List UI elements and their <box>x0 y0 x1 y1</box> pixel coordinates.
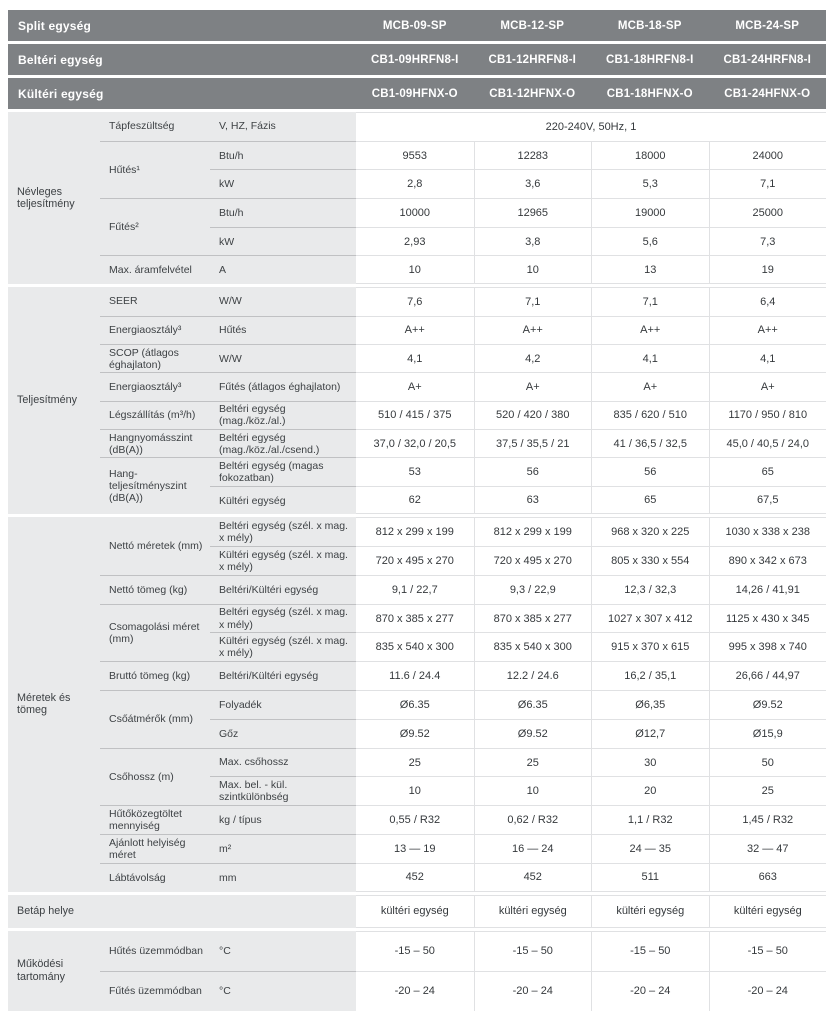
model-name: MCB-18-SP <box>617 19 682 32</box>
spec-value: 41 / 36,5 / 32,5 <box>591 429 709 457</box>
header-row-title: Kültéri egység <box>18 86 104 101</box>
spec-value: 12283 <box>474 141 592 170</box>
unit-label: kg / típus <box>210 805 356 834</box>
spec-value: 4,1 <box>591 344 709 372</box>
spec-value: A+ <box>709 372 827 400</box>
section-title: Teljesítmény <box>8 287 100 514</box>
spec-value: 720 x 495 x 270 <box>356 546 474 575</box>
header-row-split <box>8 10 826 41</box>
spec-value: 915 x 370 x 615 <box>591 632 709 661</box>
property-label: Hűtés üzemmódban <box>100 931 210 971</box>
header-row-outdoor <box>8 78 826 109</box>
property-label: SEER <box>100 287 210 315</box>
spec-value: 870 x 385 x 277 <box>474 604 592 633</box>
spec-value: 30 <box>591 748 709 777</box>
spec-value: 1125 x 430 x 345 <box>709 604 827 633</box>
unit-label: Hűtés <box>210 316 356 344</box>
property-label: SCOP (átlagos éghajlaton) <box>100 344 210 372</box>
spec-value: 53 <box>356 457 474 485</box>
spec-value: 25 <box>356 748 474 777</box>
section-teljesitmeny <box>8 287 826 514</box>
model-name: CB1-12HRFN8-I <box>488 53 577 66</box>
unit-label: mm <box>210 863 356 892</box>
property-label: Csomagolási méret (mm) <box>100 604 210 662</box>
spec-value: 63 <box>474 486 592 514</box>
spec-value: Ø6,35 <box>591 690 709 719</box>
spec-value: 10 <box>356 255 474 284</box>
spec-value: 3,8 <box>474 227 592 256</box>
unit-label: W/W <box>210 344 356 372</box>
unit-label: Fűtés (átlagos éghajlaton) <box>210 372 356 400</box>
property-label: Max. áramfelvétel <box>100 255 210 284</box>
spec-value: 25000 <box>709 198 827 227</box>
spec-value: Ø9.52 <box>356 719 474 748</box>
spec-value: 16 — 24 <box>474 834 592 863</box>
spec-value: 12.2 / 24.6 <box>474 661 592 690</box>
property-label: Lábtávolság <box>100 863 210 892</box>
spec-value: 4,2 <box>474 344 592 372</box>
spec-value: 3,6 <box>474 169 592 198</box>
property-label: Légszállítás (m³/h) <box>100 401 210 429</box>
spec-value: 7,6 <box>356 287 474 315</box>
unit-label: Kültéri egység <box>210 486 356 514</box>
model-name: MCB-09-SP <box>382 19 447 32</box>
property-label: Energiaosztály³ <box>100 316 210 344</box>
property-label: Bruttó tömeg (kg) <box>100 661 210 690</box>
spec-value: 20 <box>591 776 709 805</box>
spec-value: 452 <box>474 863 592 892</box>
model-name: CB1-18HRFN8-I <box>605 53 694 66</box>
spec-value: 7,3 <box>709 227 827 256</box>
spec-value: 220-240V, 50Hz, 1 <box>356 112 826 141</box>
spec-value: 890 x 342 x 673 <box>709 546 827 575</box>
unit-label: Beltéri egység (mag./köz./al./csend.) <box>210 429 356 457</box>
spec-value: 26,66 / 44,97 <box>709 661 827 690</box>
unit-label: Btu/h <box>210 198 356 227</box>
unit-label: Beltéri egység (szél. x mag. x mély) <box>210 604 356 633</box>
unit-label: Max. bel. - kül. szintkülönbség <box>210 776 356 805</box>
unit-label: V, HZ, Fázis <box>210 112 356 141</box>
unit-label: Kültéri egység (szél. x mag. x mély) <box>210 632 356 661</box>
spec-value: 1,1 / R32 <box>591 805 709 834</box>
section-title: Betáp helye <box>8 895 356 928</box>
spec-value: kültéri egység <box>591 895 709 928</box>
spec-value: 835 x 540 x 300 <box>356 632 474 661</box>
spec-value: 10 <box>356 776 474 805</box>
model-row <box>356 10 826 41</box>
property-label: Hűtés¹ <box>100 141 210 198</box>
spec-value: Ø12,7 <box>591 719 709 748</box>
model-name: CB1-18HFNX-O <box>606 87 693 100</box>
spec-value: 995 x 398 x 740 <box>709 632 827 661</box>
spec-value: A++ <box>356 316 474 344</box>
spec-value: 11.6 / 24.4 <box>356 661 474 690</box>
spec-value: 968 x 320 x 225 <box>591 517 709 546</box>
spec-value: 1,45 / R32 <box>709 805 827 834</box>
spec-value: 1170 / 950 / 810 <box>709 401 827 429</box>
unit-label: Beltéri egység (szél. x mag. x mély) <box>210 517 356 546</box>
spec-value: 10000 <box>356 198 474 227</box>
header-row-indoor <box>8 44 826 75</box>
spec-value: -20 – 24 <box>474 971 592 1011</box>
spec-value: 12965 <box>474 198 592 227</box>
spec-value: 56 <box>474 457 592 485</box>
spec-value: 25 <box>474 748 592 777</box>
spec-value: 870 x 385 x 277 <box>356 604 474 633</box>
spec-value: 65 <box>591 486 709 514</box>
spec-value: A++ <box>474 316 592 344</box>
header-row-title: Beltéri egység <box>18 52 103 67</box>
model-name: CB1-12HFNX-O <box>489 87 576 100</box>
spec-value: 13 <box>591 255 709 284</box>
unit-label: kW <box>210 169 356 198</box>
spec-value: 13 — 19 <box>356 834 474 863</box>
property-label: Nettó méretek (mm) <box>100 517 210 575</box>
spec-value: -20 – 24 <box>591 971 709 1011</box>
spec-value: kültéri egység <box>709 895 827 928</box>
spec-value: 720 x 495 x 270 <box>474 546 592 575</box>
section-title: Méretek és tömeg <box>8 517 100 891</box>
spec-value: 45,0 / 40,5 / 24,0 <box>709 429 827 457</box>
property-label: Tápfeszültség <box>100 112 210 141</box>
spec-value: Ø9.52 <box>474 719 592 748</box>
spec-value: 520 / 420 / 380 <box>474 401 592 429</box>
spec-value: -20 – 24 <box>709 971 827 1011</box>
spec-value: -15 – 50 <box>709 931 827 971</box>
spec-value: A+ <box>591 372 709 400</box>
spec-value: 32 — 47 <box>709 834 827 863</box>
spec-value: 812 x 299 x 199 <box>474 517 592 546</box>
property-label: Nettó tömeg (kg) <box>100 575 210 604</box>
spec-value: kültéri egység <box>474 895 592 928</box>
spec-value: 452 <box>356 863 474 892</box>
unit-label: Max. csőhossz <box>210 748 356 777</box>
unit-label: Beltéri egység (magas fokozatban) <box>210 457 356 485</box>
spec-value: Ø9.52 <box>709 690 827 719</box>
unit-label: Btu/h <box>210 141 356 170</box>
spec-value: 2,93 <box>356 227 474 256</box>
spec-value: 805 x 330 x 554 <box>591 546 709 575</box>
unit-label: Beltéri/Kültéri egység <box>210 575 356 604</box>
spec-value: Ø6.35 <box>356 690 474 719</box>
spec-value: 835 x 540 x 300 <box>474 632 592 661</box>
spec-value: A++ <box>591 316 709 344</box>
spec-value: 16,2 / 35,1 <box>591 661 709 690</box>
model-name: CB1-09HRFN8-I <box>370 53 459 66</box>
spec-value: 510 / 415 / 375 <box>356 401 474 429</box>
spec-value: 37,0 / 32,0 / 20,5 <box>356 429 474 457</box>
spec-value: Ø15,9 <box>709 719 827 748</box>
spec-value: 5,6 <box>591 227 709 256</box>
property-label: Hangnyomásszint (dB(A)) <box>100 429 210 457</box>
spec-value: 65 <box>709 457 827 485</box>
spec-value: 37,5 / 35,5 / 21 <box>474 429 592 457</box>
section-meretek-es-tomeg <box>8 517 826 891</box>
unit-label: W/W <box>210 287 356 315</box>
section-title: Működési tartomány <box>8 931 100 1011</box>
spec-value: 835 / 620 / 510 <box>591 401 709 429</box>
spec-value: 0,55 / R32 <box>356 805 474 834</box>
spec-value: 14,26 / 41,91 <box>709 575 827 604</box>
unit-label: Beltéri/Kültéri egység <box>210 661 356 690</box>
spec-value: Ø6.35 <box>474 690 592 719</box>
spec-value: 67,5 <box>709 486 827 514</box>
spec-value: 56 <box>591 457 709 485</box>
unit-label: kW <box>210 227 356 256</box>
unit-label: °C <box>210 971 356 1011</box>
unit-label: A <box>210 255 356 284</box>
section-mukodesi-tartomany <box>8 931 826 1011</box>
unit-label: Gőz <box>210 719 356 748</box>
spec-value: 0,62 / R32 <box>474 805 592 834</box>
property-label: Ajánlott helyiség méret <box>100 834 210 863</box>
spec-value: 4,1 <box>356 344 474 372</box>
property-label: Hang-teljesítményszint (dB(A)) <box>100 457 210 514</box>
spec-value: 9553 <box>356 141 474 170</box>
spec-value: -15 – 50 <box>356 931 474 971</box>
model-name: CB1-24HRFN8-I <box>723 53 812 66</box>
section-nevleges-teljesitmeny <box>8 112 826 284</box>
spec-value: -20 – 24 <box>356 971 474 1011</box>
header-row-title: Split egység <box>18 18 92 33</box>
spec-value: 4,1 <box>709 344 827 372</box>
model-row <box>356 44 826 75</box>
unit-label: Beltéri egység (mag./köz./al.) <box>210 401 356 429</box>
property-label: Fűtés üzemmódban <box>100 971 210 1011</box>
model-name: CB1-09HFNX-O <box>371 87 458 100</box>
spec-value: 6,4 <box>709 287 827 315</box>
spec-value: 5,3 <box>591 169 709 198</box>
spec-value: 812 x 299 x 199 <box>356 517 474 546</box>
spec-value: 19 <box>709 255 827 284</box>
spec-value: 25 <box>709 776 827 805</box>
spec-value: 7,1 <box>591 287 709 315</box>
spec-value: A++ <box>709 316 827 344</box>
spec-value: 663 <box>709 863 827 892</box>
spec-value: 10 <box>474 255 592 284</box>
property-label: Fűtés² <box>100 198 210 255</box>
unit-label: Kültéri egység (szél. x mag. x mély) <box>210 546 356 575</box>
unit-label: m² <box>210 834 356 863</box>
spec-value: 7,1 <box>474 287 592 315</box>
property-label: Csőátmérők (mm) <box>100 690 210 748</box>
spec-value: 12,3 / 32,3 <box>591 575 709 604</box>
model-name: MCB-24-SP <box>735 19 800 32</box>
spec-value: 62 <box>356 486 474 514</box>
spec-value: 10 <box>474 776 592 805</box>
model-row <box>356 78 826 109</box>
spec-value: 2,8 <box>356 169 474 198</box>
spec-value: 19000 <box>591 198 709 227</box>
property-label: Energiaosztály³ <box>100 372 210 400</box>
spec-value: -15 – 50 <box>474 931 592 971</box>
spec-table <box>8 10 826 1014</box>
property-label: Hűtőközegtöltet mennyiség <box>100 805 210 834</box>
section-title: Névleges teljesítmény <box>8 112 100 284</box>
model-name: MCB-12-SP <box>500 19 565 32</box>
spec-value: A+ <box>356 372 474 400</box>
spec-value: kültéri egység <box>356 895 474 928</box>
spec-value: 50 <box>709 748 827 777</box>
spec-value: 511 <box>591 863 709 892</box>
spec-value: 1030 x 338 x 238 <box>709 517 827 546</box>
spec-value: 24 — 35 <box>591 834 709 863</box>
spec-value: 7,1 <box>709 169 827 198</box>
model-name: CB1-24HFNX-O <box>724 87 811 100</box>
unit-label: °C <box>210 931 356 971</box>
property-label: Csőhossz (m) <box>100 748 210 806</box>
section-betap-helye <box>8 895 826 928</box>
spec-value: 9,1 / 22,7 <box>356 575 474 604</box>
spec-value: A+ <box>474 372 592 400</box>
spec-value: -15 – 50 <box>591 931 709 971</box>
spec-value: 18000 <box>591 141 709 170</box>
spec-value: 24000 <box>709 141 827 170</box>
unit-label: Folyadék <box>210 690 356 719</box>
spec-value: 1027 x 307 x 412 <box>591 604 709 633</box>
spec-value: 9,3 / 22,9 <box>474 575 592 604</box>
